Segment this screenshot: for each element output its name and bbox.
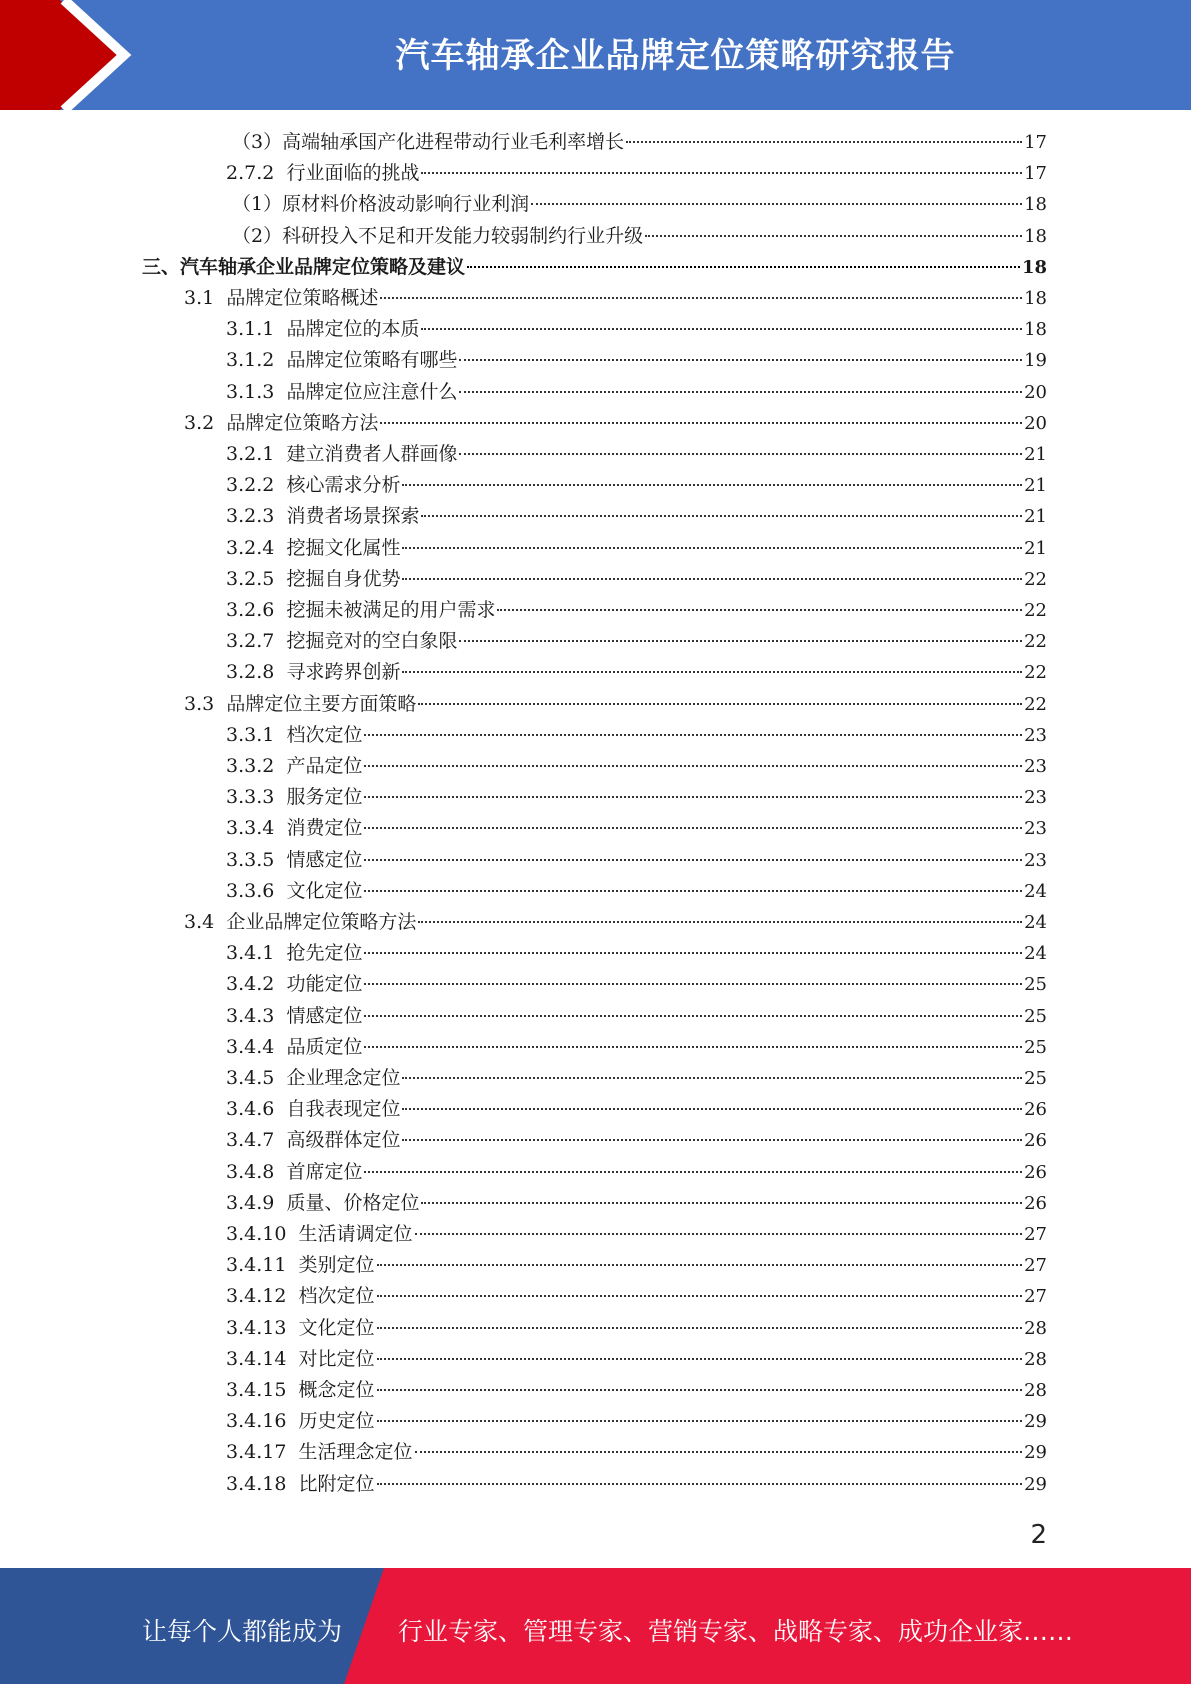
toc-entry[interactable] [226,938,1047,969]
toc-entry-title: 历史定位 [298,1410,375,1432]
toc-dot-leader [459,391,1022,393]
toc-entry[interactable] [226,564,1047,595]
toc-entry-number: 3.4.12 [226,1285,287,1307]
toc-entry-title: 档次定位 [298,1285,375,1307]
toc-entry-number: （3） [232,131,283,153]
toc-entry-gap [286,1348,298,1370]
toc-entry-number: 3.3.2 [226,755,275,777]
toc-entry-title: 挖掘自身优势 [286,568,401,590]
toc-dot-leader [380,297,1022,299]
toc-entry[interactable] [226,1219,1047,1250]
toc-entry-page: 20 [1024,413,1047,434]
toc-entry-page: 29 [1024,1474,1047,1495]
toc-entry-number: 3.4.15 [226,1379,287,1401]
toc-entry-title: 自我表现定位 [286,1098,401,1120]
toc-entry-page: 24 [1024,881,1047,902]
toc-entry-title: 首席定位 [286,1161,363,1183]
toc-entry[interactable] [226,377,1047,408]
toc-entry[interactable] [226,1313,1047,1344]
toc-entry-title: 企业理念定位 [286,1067,401,1089]
toc-entry-gap [274,599,286,621]
toc-entry-title: 汽车轴承企业品牌定位策略及建议 [180,256,466,278]
toc-entry-page: 20 [1024,382,1047,403]
page-header [0,0,1191,110]
toc-entry-title: 挖掘文化属性 [286,537,401,559]
toc-entry-gap [286,1441,298,1463]
toc-entry[interactable] [226,314,1047,345]
toc-entry-title: 文化定位 [286,880,363,902]
toc-entry-title: 概念定位 [298,1379,375,1401]
toc-entry[interactable] [226,533,1047,564]
toc-entry-page: 22 [1024,600,1047,621]
toc-entry[interactable] [232,127,1047,158]
toc-dot-leader [377,1389,1023,1391]
toc-entry[interactable] [226,1032,1047,1063]
toc-dot-leader [421,515,1022,517]
toc-entry-gap [286,1473,298,1495]
toc-entry-number: 3.1.3 [226,381,275,403]
toc-entry-title: 建立消费者人群画像 [286,443,458,465]
toc-dot-leader [415,1233,1023,1235]
toc-dot-leader [402,1077,1022,1079]
toc-entry-number: 3.4.2 [226,973,275,995]
toc-entry-gap [274,1129,286,1151]
toc-entry-gap [274,661,286,683]
toc-entry[interactable] [226,1406,1047,1437]
toc-dot-leader [421,172,1022,174]
toc-entry-page: 23 [1024,725,1047,746]
footer-slogan-right: 行业专家、管理专家、营销专家、战略专家、成功企业家…… [398,1617,1074,1646]
toc-entry-gap [274,1192,286,1214]
toc-entry[interactable] [184,408,1047,439]
toc-dot-leader [364,765,1022,767]
toc-entry-gap [274,568,286,590]
toc-dot-leader [415,1451,1023,1453]
toc-entry-number: 3.4.8 [226,1161,275,1183]
toc-entry-page: 22 [1024,662,1047,683]
toc-entry[interactable] [184,907,1047,938]
toc-entry-title: 行业面临的挑战 [286,162,420,184]
toc-dot-leader [377,1483,1023,1485]
toc-entry-number: 3.4.4 [226,1036,275,1058]
toc-entry-gap [274,630,286,652]
toc-entry-title: 高端轴承国产化进程带动行业毛利率增长 [282,131,625,153]
toc-entry[interactable] [226,158,1047,189]
toc-entry-title: 品牌定位的本质 [286,318,420,340]
toc-entry-page: 25 [1024,1006,1047,1027]
toc-entry-page: 21 [1024,475,1047,496]
toc-entry-title: 功能定位 [286,973,363,995]
toc-entry-page: 26 [1024,1130,1047,1151]
toc-dot-leader [402,1139,1022,1141]
toc-dot-leader [364,1015,1022,1017]
toc-dot-leader [377,1358,1023,1360]
toc-entry-number: 3.3.4 [226,817,275,839]
toc-entry-page: 22 [1024,694,1047,715]
toc-entry-title: 科研投入不足和开发能力较弱制约行业升级 [282,225,644,247]
toc-entry[interactable] [226,1094,1047,1125]
toc-entry-page: 28 [1024,1318,1047,1339]
toc-entry-title: 对比定位 [298,1348,375,1370]
toc-dot-leader [380,422,1022,424]
toc-entry-title: 寻求跨界创新 [286,661,401,683]
toc-entry-title: 比附定位 [298,1473,375,1495]
toc-entry-gap [214,287,226,309]
toc-entry-title: 质量、价格定位 [286,1192,420,1214]
toc-entry-number: 3.2.6 [226,599,275,621]
toc-entry-gap [274,1036,286,1058]
toc-entry-number: 3.2.4 [226,537,275,559]
toc-entry-number: 3.4.16 [226,1410,287,1432]
toc-dot-leader [421,1202,1022,1204]
toc-entry-number: 3.3.3 [226,786,275,808]
toc-entry-number: 3.4 [184,911,215,933]
toc-entry-title: 挖掘未被满足的用户需求 [286,599,496,621]
toc-entry-title: 消费者场景探索 [286,505,420,527]
toc-entry-gap [274,505,286,527]
toc-entry[interactable] [226,1063,1047,1094]
toc-entry[interactable] [226,501,1047,532]
toc-entry-number: 3.2 [184,412,215,434]
toc-entry-page: 25 [1024,1068,1047,1089]
toc-entry-number: （1） [232,193,283,215]
toc-entry-gap [286,1410,298,1432]
toc-entry-title: 文化定位 [298,1317,375,1339]
toc-entry-gap [274,849,286,871]
toc-entry-number: 三、 [142,256,181,278]
toc-dot-leader [531,203,1022,205]
toc-entry-number: 3.3.6 [226,880,275,902]
toc-entry-gap [274,1067,286,1089]
toc-dot-leader [626,141,1022,143]
toc-entry[interactable] [226,813,1047,844]
toc-entry-title: 核心需求分析 [286,474,401,496]
toc-entry[interactable] [226,626,1047,657]
toc-dot-leader [364,983,1022,985]
toc-entry-page: 27 [1024,1255,1047,1276]
toc-entry-number: 3.3.1 [226,724,275,746]
toc-entry-page: 29 [1024,1411,1047,1432]
toc-dot-leader [364,827,1022,829]
toc-entry-title: 品牌定位策略有哪些 [286,349,458,371]
toc-entry-gap [274,973,286,995]
toc-entry-gap [274,1098,286,1120]
toc-entry[interactable] [226,876,1047,907]
toc-entry-number: 3.2.3 [226,505,275,527]
toc-dot-leader [402,484,1022,486]
toc-entry-page: 29 [1024,1442,1047,1463]
toc-entry-gap [274,724,286,746]
toc-dot-leader [467,266,1020,268]
toc-entry-gap [214,693,226,715]
toc-dot-leader [418,703,1022,705]
toc-entry[interactable] [226,720,1047,751]
report-title: 汽车轴承企业品牌定位策略研究报告 [395,36,956,76]
toc-entry-gap [274,162,286,184]
toc-dot-leader [497,609,1022,611]
toc-entry-page: 17 [1024,132,1047,153]
toc-entry-gap [274,474,286,496]
toc-entry[interactable] [226,1157,1047,1188]
toc-entry-title: 原材料价格波动影响行业利润 [282,193,530,215]
toc-entry-page: 18 [1024,226,1047,247]
toc-entry-gap [214,412,226,434]
toc-entry-page: 23 [1024,818,1047,839]
toc-entry[interactable] [226,1001,1047,1032]
toc-entry[interactable] [226,1437,1047,1468]
toc-dot-leader [364,1171,1022,1173]
toc-entry-gap [274,537,286,559]
toc-entry[interactable] [226,1281,1047,1312]
toc-entry-page: 27 [1024,1286,1047,1307]
toc-dot-leader [402,578,1022,580]
page-footer [0,1568,1191,1684]
toc-entry-gap [286,1254,298,1276]
toc-entry-gap [286,1317,298,1339]
page-number: 2 [1030,1520,1047,1550]
toc-dot-leader [645,235,1022,237]
toc-entry-number: 3.4.6 [226,1098,275,1120]
toc-entry-page: 21 [1024,538,1047,559]
toc-entry-title: 档次定位 [286,724,363,746]
toc-entry-number: 3.4.7 [226,1129,275,1151]
toc-entry-gap [274,942,286,964]
toc-entry-page: 19 [1024,350,1047,371]
toc-dot-leader [402,1108,1022,1110]
toc-entry[interactable] [226,782,1047,813]
toc-entry-page: 21 [1024,506,1047,527]
toc-entry-page: 21 [1024,444,1047,465]
toc-entry-gap [274,443,286,465]
toc-entry-number: 3.4.9 [226,1192,275,1214]
toc-entry-title: 生活请调定位 [298,1223,413,1245]
toc-dot-leader [402,547,1022,549]
toc-entry-number: 3.2.1 [226,443,275,465]
toc-entry-gap [274,880,286,902]
toc-dot-leader [459,640,1022,642]
toc-entry-number: 3.4.10 [226,1223,287,1245]
toc-entry[interactable] [226,1250,1047,1281]
toc-entry-page: 26 [1024,1162,1047,1183]
toc-entry-gap [274,381,286,403]
toc-entry[interactable] [232,221,1047,252]
toc-entry-page: 26 [1024,1099,1047,1120]
toc-entry-page: 23 [1024,850,1047,871]
toc-entry[interactable] [226,845,1047,876]
toc-entry[interactable] [226,1344,1047,1375]
toc-entry-gap [274,786,286,808]
toc-entry-gap [274,318,286,340]
toc-entry-title: 情感定位 [286,849,363,871]
toc-dot-leader [364,734,1022,736]
toc-entry-page: 27 [1024,1224,1047,1245]
toc-entry-number: 3.3 [184,693,215,715]
toc-dot-leader [364,952,1022,954]
toc-entry[interactable] [232,189,1047,220]
toc-entry-page: 24 [1024,943,1047,964]
toc-entry-number: 3.3.5 [226,849,275,871]
toc-entry-page: 24 [1024,912,1047,933]
toc-entry-page: 22 [1024,631,1047,652]
toc-entry-title: 服务定位 [286,786,363,808]
toc-entry-page: 25 [1024,974,1047,995]
toc-entry-page: 23 [1024,787,1047,808]
toc-entry-page: 26 [1024,1193,1047,1214]
toc-dot-leader [377,1420,1023,1422]
toc-entry-gap [286,1223,298,1245]
toc-entry-gap [274,1005,286,1027]
toc-entry[interactable] [184,283,1047,314]
toc-dot-leader [459,453,1022,455]
toc-entry-number: 3.2.5 [226,568,275,590]
toc-entry-title: 生活理念定位 [298,1441,413,1463]
toc-entry-number: 3.1.1 [226,318,275,340]
toc-entry[interactable] [226,470,1047,501]
toc-entry-gap [286,1285,298,1307]
toc-entry-title: 品牌定位策略方法 [226,412,379,434]
toc-dot-leader [364,890,1022,892]
toc-entry[interactable] [226,439,1047,470]
toc-entry-number: 2.7.2 [226,162,275,184]
toc-entry[interactable] [226,751,1047,782]
toc-entry-page: 28 [1024,1380,1047,1401]
toc-entry-title: 品牌定位主要方面策略 [226,693,417,715]
toc-entry[interactable] [142,252,1047,283]
toc-entry-page: 22 [1024,569,1047,590]
toc-dot-leader [377,1295,1023,1297]
toc-entry-number: 3.2.2 [226,474,275,496]
toc-entry-page: 18 [1024,288,1047,309]
header-arrow-decoration [0,0,160,110]
toc-entry-title: 情感定位 [286,1005,363,1027]
toc-entry-title: 消费定位 [286,817,363,839]
toc-entry-title: 高级群体定位 [286,1129,401,1151]
toc-entry-title: 类别定位 [298,1254,375,1276]
toc-entry-title: 品质定位 [286,1036,363,1058]
toc-dot-leader [402,671,1022,673]
toc-entry[interactable] [226,1188,1047,1219]
toc-entry-number: 3.4.3 [226,1005,275,1027]
toc-entry-number: 3.1 [184,287,215,309]
toc-entry[interactable] [226,657,1047,688]
toc-entry-title: 挖掘竞对的空白象限 [286,630,458,652]
toc-dot-leader [377,1264,1023,1266]
toc-entry-number: 3.4.17 [226,1441,287,1463]
toc-entry-gap [214,911,226,933]
toc-entry-gap [274,755,286,777]
toc-dot-leader [418,921,1022,923]
toc-entry-gap [274,1161,286,1183]
toc-entry-gap [274,349,286,371]
toc-entry-number: 3.4.18 [226,1473,287,1495]
toc-dot-leader [377,1327,1023,1329]
toc-entry[interactable] [226,1125,1047,1156]
toc-entry-title: 企业品牌定位策略方法 [226,911,417,933]
toc-entry[interactable] [226,595,1047,626]
toc-dot-leader [459,359,1022,361]
toc-entry-page: 18 [1024,319,1047,340]
toc-entry-number: 3.2.8 [226,661,275,683]
toc-dot-leader [421,328,1022,330]
toc-entry-page: 18 [1021,257,1047,278]
toc-entry-page: 18 [1024,194,1047,215]
toc-entry-title: 品牌定位策略概述 [226,287,379,309]
toc-entry-gap [286,1379,298,1401]
toc-entry-number: 3.4.13 [226,1317,287,1339]
toc-dot-leader [364,1046,1022,1048]
toc-entry-number: 3.1.2 [226,349,275,371]
toc-entry-title: 产品定位 [286,755,363,777]
toc-entry-title: 抢先定位 [286,942,363,964]
toc-entry-gap [274,817,286,839]
toc-entry-page: 25 [1024,1037,1047,1058]
toc-entry[interactable] [226,345,1047,376]
toc-entry-number: 3.4.5 [226,1067,275,1089]
toc-dot-leader [364,859,1022,861]
toc-entry-number: （2） [232,225,283,247]
toc-entry-page: 28 [1024,1349,1047,1370]
toc-entry[interactable] [226,969,1047,1000]
toc-entry[interactable] [226,1375,1047,1406]
toc-entry-number: 3.2.7 [226,630,275,652]
toc-dot-leader [364,796,1022,798]
toc-entry-number: 3.4.11 [226,1254,287,1276]
toc-entry-page: 17 [1024,163,1047,184]
toc-entry-page: 23 [1024,756,1047,777]
footer-slogan-left: 让每个人都能成为 [142,1617,343,1646]
toc-entry[interactable] [184,689,1047,720]
toc-entry-number: 3.4.14 [226,1348,287,1370]
toc-entry[interactable] [226,1469,1047,1500]
toc-entry-title: 品牌定位应注意什么 [286,381,458,403]
toc-entry-number: 3.4.1 [226,942,275,964]
